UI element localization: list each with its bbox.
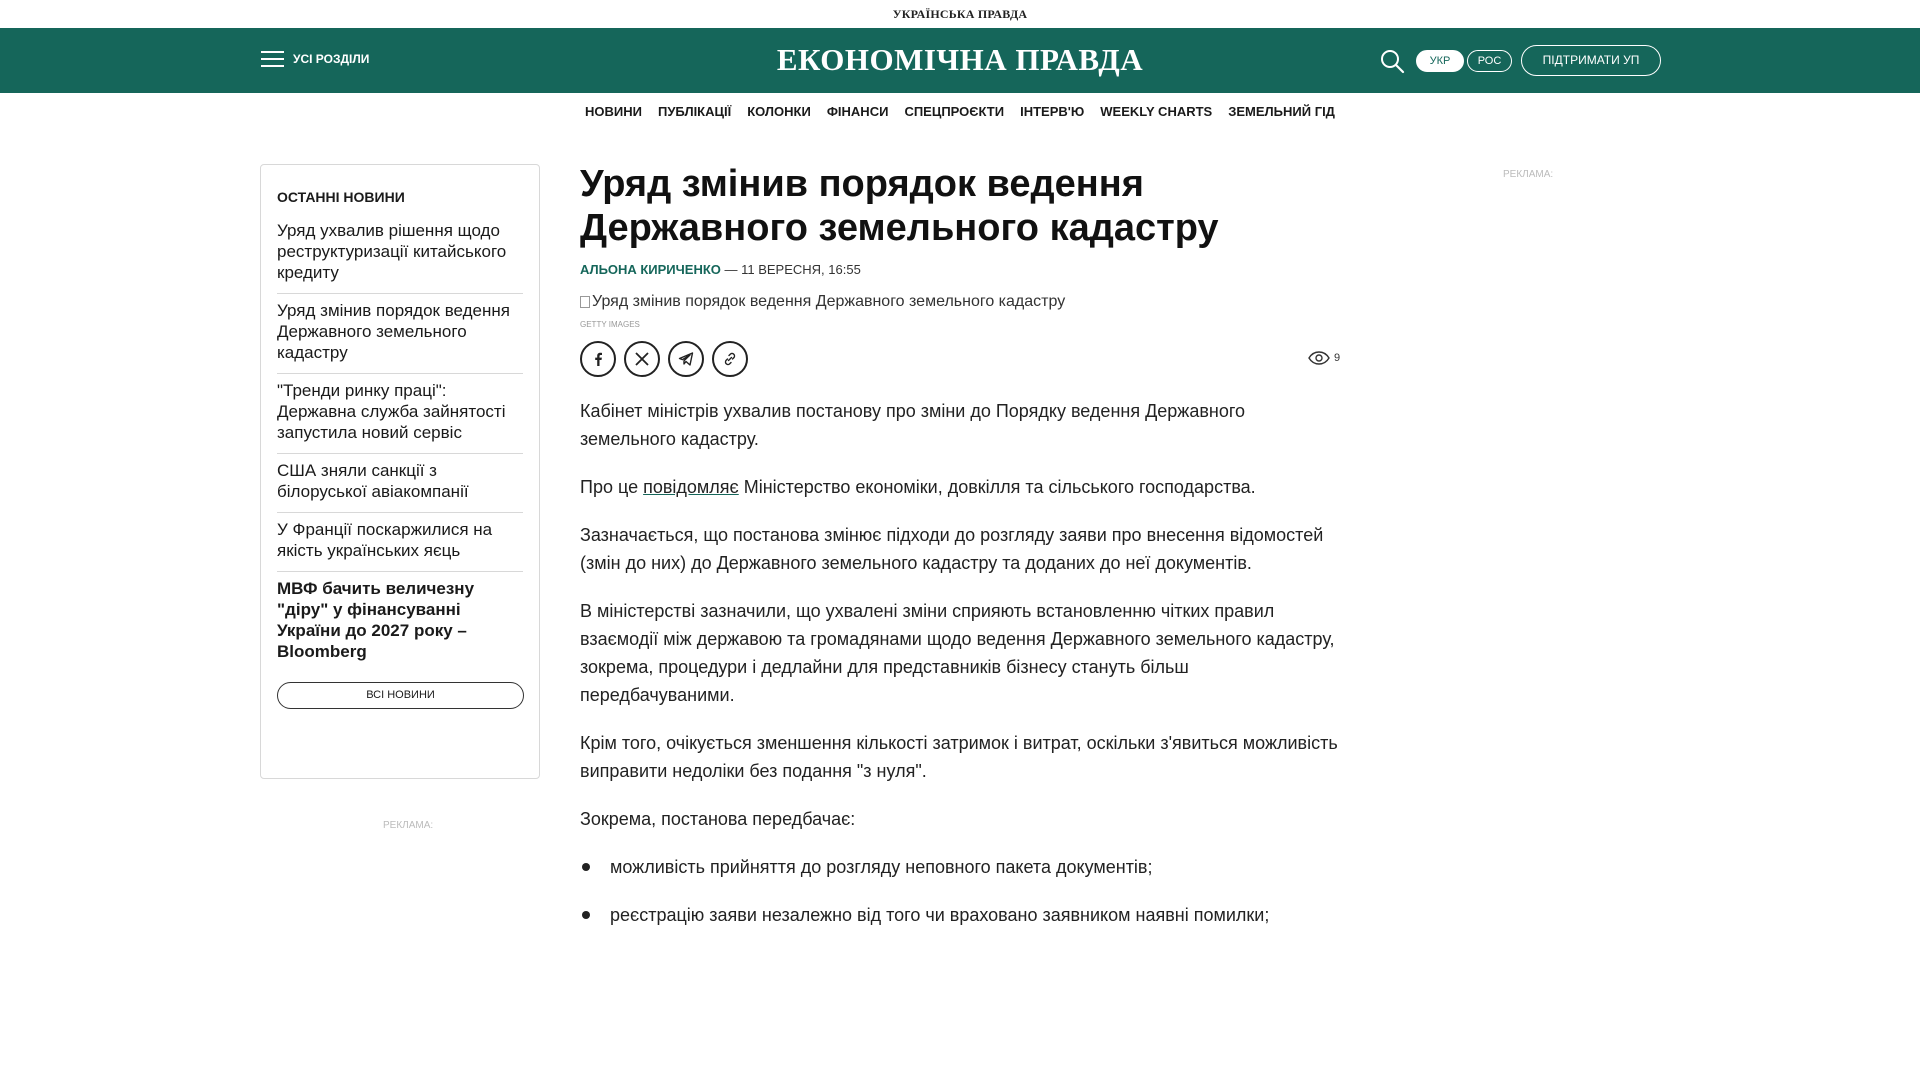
all-news-button[interactable]: ВСІ НОВИНИ xyxy=(277,682,524,709)
nav-item-special-projects[interactable]: СПЕЦПРОЄКТИ xyxy=(904,104,1005,119)
facebook-share-button[interactable] xyxy=(580,341,616,377)
nav-item-news[interactable]: НОВИНИ xyxy=(585,104,642,119)
nav-item-land-guide[interactable]: ЗЕМЕЛЬНИЙ ГІД xyxy=(1228,104,1335,119)
paragraph-suffix: Міністерство економіки, довкілля та сільського господарства. xyxy=(738,477,1256,497)
news-item[interactable]: "Тренди ринку праці": Державна служба зайнятості запустила новий сервіс xyxy=(277,374,523,454)
sidebar-ad-label: РЕКЛАМА: xyxy=(383,820,434,831)
menu-label: УСІ РОЗДІЛИ xyxy=(293,52,370,66)
main-nav xyxy=(0,104,1920,119)
telegram-share-button[interactable] xyxy=(668,341,704,377)
list-item: реєстрацію заяви незалежно від того чи враховано заявником наявні помилки; xyxy=(580,901,1340,929)
news-item[interactable]: США зняли санкції з білоруської авіакомпанії xyxy=(277,454,523,513)
nav-item-publications[interactable]: ПУБЛІКАЦІЇ xyxy=(658,104,732,119)
paragraph: В міністерстві зазначили, що ухвалені зміни сприяють встановленню чітких правил взаємодії між державою та громадянами щодо ведення Державного земельного кадастру, зокрема, процедури і дедлайни для представників бізнесу стануть більш передбачуваними. xyxy=(580,601,1335,705)
latest-news-heading: ОСТАННІ НОВИНИ xyxy=(277,189,405,205)
publish-date: — 11 ВЕРЕСНЯ, 16:55 xyxy=(720,262,861,277)
views-count: 9 xyxy=(1334,352,1341,364)
copy-link-button[interactable] xyxy=(712,341,748,377)
facebook-icon xyxy=(590,351,606,367)
telegram-icon xyxy=(678,351,694,367)
site-logo[interactable]: ЕКОНОМІЧНА ПРАВДА xyxy=(776,42,1144,77)
right-ad-label: РЕКЛАМА: xyxy=(1503,169,1554,180)
site-header xyxy=(0,28,1920,93)
news-item[interactable]: Уряд змінив порядок ведення Державного земельного кадастру xyxy=(277,294,523,374)
viewport-bottom-blank xyxy=(0,990,1920,1080)
article-image xyxy=(580,293,1340,311)
list-item: можливість прийняття до розгляду неповного пакета документів; xyxy=(580,853,1340,881)
nav-item-finance[interactable]: ФІНАНСИ xyxy=(826,104,889,119)
lang-ros-button[interactable]: РОС xyxy=(1467,50,1512,72)
lang-ukr-button[interactable]: УКР xyxy=(1416,50,1464,72)
news-item[interactable]: У Франції поскаржилися на якість українських яєць xyxy=(277,513,523,572)
nav-item-columns[interactable]: КОЛОНКИ xyxy=(747,104,811,119)
source-link[interactable]: повідомляє xyxy=(643,477,739,497)
news-item-featured[interactable]: МВФ бачить величезну "діру" у фінансуванні України до 2027 року – Bloomberg xyxy=(277,579,475,661)
paragraph: Зокрема, постанова передбачає: xyxy=(580,809,856,829)
nav-item-weekly-charts[interactable]: WEEKLY CHARTS xyxy=(1100,104,1213,119)
provisions-list xyxy=(580,853,1340,929)
article-image-alt: Уряд змінив порядок ведення Державного земельного кадастру xyxy=(592,293,1066,310)
byline xyxy=(580,262,1340,277)
link-icon xyxy=(722,351,738,367)
news-item[interactable]: Уряд ухвалив рішення щодо реструктуризації китайського кредиту xyxy=(277,214,523,294)
paragraph: Крім того, очікується зменшення кількості затримок і витрат, оскільки з'явиться можливість виправити недоліки без подання "з нуля". xyxy=(580,733,1338,781)
paragraph: Зазначається, що постанова змінює підходи до розгляду заяви про внесення відомостей (змін до них) до Державного земельного кадастру та доданих до неї документів. xyxy=(580,525,1324,573)
article-title: Уряд змінив порядок ведення Державного земельного кадастру xyxy=(580,163,1219,249)
x-share-button[interactable] xyxy=(624,341,660,377)
x-icon xyxy=(635,352,649,366)
top-strip xyxy=(0,0,1920,28)
broken-image-icon xyxy=(580,296,590,308)
paragraph-prefix: Про це xyxy=(580,477,644,497)
image-credit: GETTY IMAGES xyxy=(580,320,640,329)
search-icon[interactable] xyxy=(1379,48,1405,74)
support-button[interactable]: ПІДТРИМАТИ УП xyxy=(1521,45,1661,76)
article xyxy=(580,162,1340,949)
author-link[interactable]: АЛЬОНА КИРИЧЕНКО xyxy=(580,262,721,277)
latest-news-sidebar xyxy=(260,164,540,779)
paragraph-source xyxy=(580,473,1340,501)
article-body xyxy=(580,397,1340,929)
share-row xyxy=(580,341,1340,379)
all-sections-menu-button[interactable] xyxy=(261,51,369,67)
views-counter xyxy=(1308,351,1340,365)
hamburger-icon xyxy=(261,51,284,67)
eye-icon xyxy=(1308,351,1330,365)
paragraph: Кабінет міністрів ухвалив постанову про зміни до Порядку ведення Державного земельного кадастру. xyxy=(580,401,1246,449)
up-brand-link[interactable]: УКРАЇНСЬКА ПРАВДА xyxy=(892,7,1028,21)
nav-item-interview[interactable]: ІНТЕРВ'Ю xyxy=(1020,104,1085,119)
